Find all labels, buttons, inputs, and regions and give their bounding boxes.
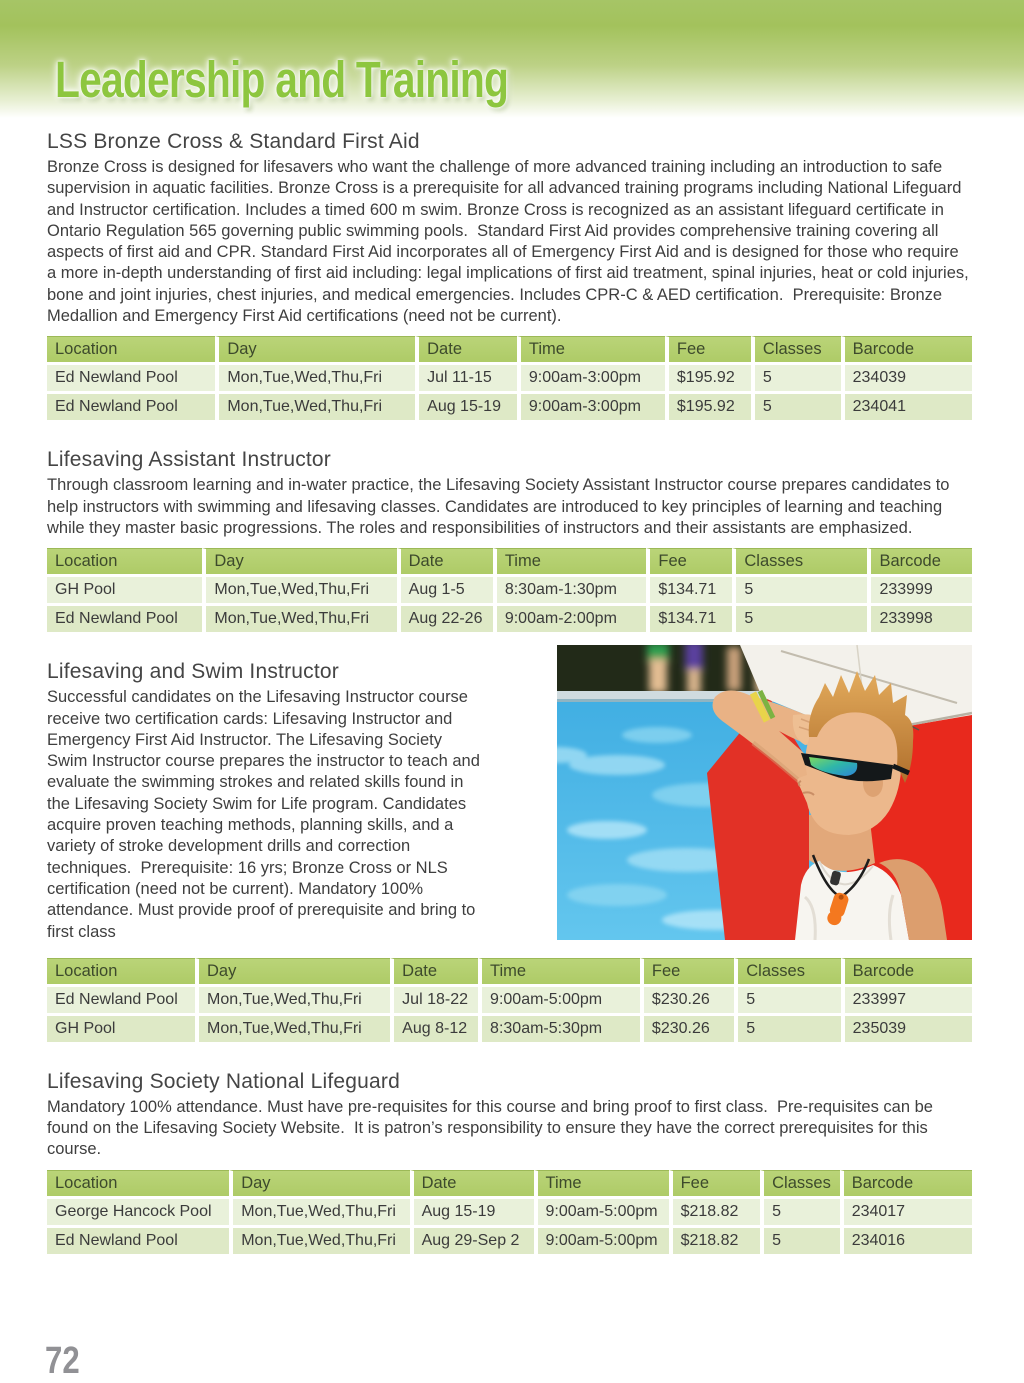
table-header-row (47, 958, 972, 984)
table-cell: 233997 (841, 987, 972, 1013)
table-header-row (47, 336, 972, 362)
table-header-row (47, 548, 972, 574)
table-cell: 9:00am-5:00pm (534, 1228, 669, 1254)
page-banner (0, 0, 1024, 118)
table-cell: GH Pool (47, 577, 202, 603)
table-cell: $195.92 (665, 365, 751, 391)
page-title: Leadership and Training (55, 51, 509, 108)
table-cell: 9:00am-5:00pm (478, 987, 640, 1013)
course-table-assistant-instructor (47, 545, 972, 635)
table-cell: Ed Newland Pool (47, 365, 215, 391)
table-row (47, 1199, 972, 1225)
table-cell: George Hancock Pool (47, 1199, 229, 1225)
table-cell: Ed Newland Pool (47, 987, 195, 1013)
table-cell: Aug 22-26 (397, 606, 493, 632)
column-header: Day (229, 1170, 409, 1196)
column-header: Time (493, 548, 647, 574)
table-cell: $218.82 (669, 1228, 761, 1254)
table-row (47, 987, 972, 1013)
column-header: Location (47, 548, 202, 574)
table-cell: 5 (734, 1016, 840, 1042)
table-cell: Mon,Tue,Wed,Thu,Fri (215, 365, 415, 391)
table-cell: Aug 15-19 (415, 394, 517, 420)
table-cell: Jul 18-22 (390, 987, 478, 1013)
table-cell: 5 (751, 365, 841, 391)
table-cell: 8:30am-5:30pm (478, 1016, 640, 1042)
course-table-national-lifeguard (47, 1167, 972, 1257)
table-cell: 9:00am-5:00pm (534, 1199, 669, 1225)
table-cell: Mon,Tue,Wed,Thu,Fri (202, 606, 396, 632)
column-header: Date (397, 548, 493, 574)
section-heading: Lifesaving and Swim Instructor (47, 660, 339, 684)
section-assistant-instructor (47, 448, 972, 635)
table-cell: 233998 (867, 606, 972, 632)
column-header: Barcode (840, 1170, 972, 1196)
column-header: Time (534, 1170, 669, 1196)
table-cell: Aug 8-12 (390, 1016, 478, 1042)
table-cell: $195.92 (665, 394, 751, 420)
column-header: Fee (669, 1170, 761, 1196)
table-cell: Mon,Tue,Wed,Thu,Fri (195, 1016, 390, 1042)
section-body: Mandatory 100% attendance. Must have pre-requisites for this course and bring proof to first class. Pre-requisites can be found on the Lifesaving Society Website. It is patron’s responsibility to ensure they have the correct prerequisites for this course. (47, 1097, 938, 1159)
section-bronze-cross (47, 130, 972, 423)
lifeguard-photo (557, 645, 972, 940)
table-header-row (47, 1170, 972, 1196)
table-cell: 9:00am-3:00pm (517, 365, 665, 391)
table-row (47, 606, 972, 632)
table-cell: 9:00am-3:00pm (517, 394, 665, 420)
table-cell: Ed Newland Pool (47, 394, 215, 420)
two-column-layout (47, 660, 972, 949)
table-row (47, 365, 972, 391)
swim-instructor-text-column (47, 660, 485, 949)
section-heading: LSS Bronze Cross & Standard First Aid (47, 130, 420, 153)
section-national-lifeguard (47, 1070, 972, 1257)
lifeguard-photo-illustration (557, 645, 972, 940)
content (0, 130, 1024, 1257)
course-table-bronze-cross (47, 333, 972, 423)
table-cell: Ed Newland Pool (47, 606, 202, 632)
table-cell: 9:00am-2:00pm (493, 606, 647, 632)
table-row (47, 1228, 972, 1254)
table-cell: $230.26 (640, 1016, 734, 1042)
table-cell: Mon,Tue,Wed,Thu,Fri (202, 577, 396, 603)
table-cell: $218.82 (669, 1199, 761, 1225)
section-heading: Lifesaving Society National Lifeguard (47, 1069, 400, 1093)
table-cell: $230.26 (640, 987, 734, 1013)
column-header: Date (390, 958, 478, 984)
table-row (47, 1016, 972, 1042)
page-number: 72 (45, 1339, 80, 1382)
column-header: Classes (760, 1170, 840, 1196)
section-body: Bronze Cross is designed for lifesavers who want the challenge of more advanced training including an introduction to safe supervision in aquatic facilities. Bronze Cross is a prerequisite for all advanced training programs including National Lifeguard and Instructor certification. Includes a timed 600 m swim. Bronze Cross is recognized as an assistant lifeguard certificate in Ontario Regulation 565 governing public swimming pools. Standard First Aid provides comprehensive training covering all aspects of first aid and CPR. Standard First Aid incorporates all of Emergency First Aid and is designed for those who require a more in-depth understanding of first aid including: legal implications of first aid treatment, spinal injuries, heat or cold injuries, bone and joint injuries, chest injuries, and medical emergencies. Includes CPR-C & AED certification. Prerequisite: Bronze Medallion and Emergency First Aid certifications (need not be current). (47, 158, 974, 326)
table-cell: 233999 (867, 577, 972, 603)
column-header: Barcode (841, 336, 972, 362)
section-swim-instructor (47, 660, 972, 1045)
section-heading: Lifesaving Assistant Instructor (47, 448, 331, 472)
table-cell: Mon,Tue,Wed,Thu,Fri (229, 1199, 409, 1225)
column-header: Fee (646, 548, 732, 574)
table-row (47, 577, 972, 603)
table-cell: 8:30am-1:30pm (493, 577, 647, 603)
course-table-swim-instructor (47, 955, 972, 1045)
table-cell: 234039 (841, 365, 972, 391)
column-header: Time (517, 336, 665, 362)
table-cell: 5 (732, 577, 867, 603)
column-header: Location (47, 336, 215, 362)
column-header: Day (202, 548, 396, 574)
column-header: Fee (640, 958, 734, 984)
section-body: Successful candidates on the Lifesaving Instructor course receive two certification cards: Lifesaving Instructor and Emergency First Aid Instructor. The Lifesaving Society Swim Instructor course prepares the instructor to teach and evaluate the swimming strokes and related skills found in the Lifesaving Society Swim for Life program. Candidates acquire proven teaching methods, planning skills, and a variety of stroke development drills and correction techniques. Prerequisite: 16 yrs; Bronze Cross or NLS certification (need not be current). Mandatory 100% attendance. Must provide proof of prerequisite and bring to first class (47, 688, 485, 941)
table-cell: Mon,Tue,Wed,Thu,Fri (215, 394, 415, 420)
table-cell: Aug 1-5 (397, 577, 493, 603)
table-cell: 234041 (841, 394, 972, 420)
page-footer (0, 1282, 1024, 1383)
column-header: Date (415, 336, 517, 362)
column-header: Classes (732, 548, 867, 574)
table-cell: Aug 15-19 (410, 1199, 534, 1225)
table-cell: Jul 11-15 (415, 365, 517, 391)
column-header: Classes (751, 336, 841, 362)
column-header: Day (215, 336, 415, 362)
column-header: Location (47, 1170, 229, 1196)
table-cell: GH Pool (47, 1016, 195, 1042)
table-cell: 5 (734, 987, 840, 1013)
table-cell: Ed Newland Pool (47, 1228, 229, 1254)
section-body: Through classroom learning and in-water practice, the Lifesaving Society Assistant Instructor course prepares candidates to help instructors with swimming and lifesaving classes. Candidates are introduced to key principles of learning and teaching while they master basic progressions. The roles and responsibilities of instructors and their assistants are emphasized. (47, 476, 955, 537)
column-header: Day (195, 958, 390, 984)
table-cell: 5 (760, 1228, 840, 1254)
table-cell: 5 (760, 1199, 840, 1225)
column-header: Barcode (867, 548, 972, 574)
table-cell: 234017 (840, 1199, 972, 1225)
table-cell: $134.71 (646, 606, 732, 632)
column-header: Barcode (841, 958, 972, 984)
table-cell: 5 (732, 606, 867, 632)
table-cell: 234016 (840, 1228, 972, 1254)
table-cell: Mon,Tue,Wed,Thu,Fri (195, 987, 390, 1013)
table-cell: 235039 (841, 1016, 972, 1042)
column-header: Classes (734, 958, 840, 984)
table-cell: Mon,Tue,Wed,Thu,Fri (229, 1228, 409, 1254)
column-header: Time (478, 958, 640, 984)
table-row (47, 394, 972, 420)
column-header: Fee (665, 336, 751, 362)
column-header: Date (410, 1170, 534, 1196)
table-cell: Aug 29-Sep 2 (410, 1228, 534, 1254)
table-cell: 5 (751, 394, 841, 420)
column-header: Location (47, 958, 195, 984)
table-cell: $134.71 (646, 577, 732, 603)
